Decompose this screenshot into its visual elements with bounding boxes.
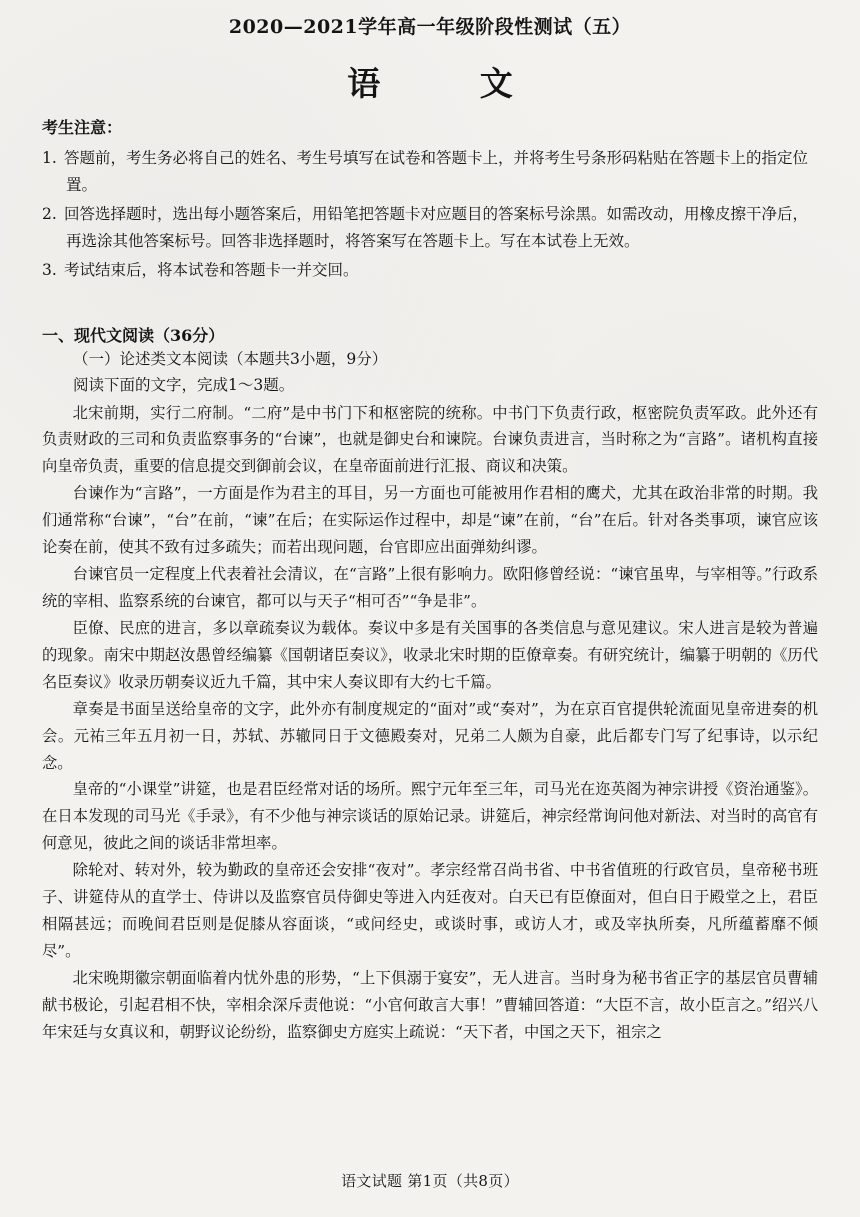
passage-paragraph: 臣僚、民庶的进言，多以章疏奏议为载体。奏议中多是有关国事的各类信息与意见建议。宋人进言是较为普遍的现象。南宋中期赵汝愚曾经编纂《国朝诸臣奏议》，收录北宋时期的臣僚章奏。有研究统计，编纂于明朝的《历代名臣奏议》收录历朝奏议近九千篇，其中宋人奏议即有大约七千篇。 bbox=[42, 618, 818, 691]
subject-title: 语 文 bbox=[347, 63, 557, 103]
passage-paragraph: 台谏官员一定程度上代表着社会清议，在“言路”上很有影响力。欧阳修曾经说：“谏官虽卑，与宰相等。”行政系统的宰相、监察系统的台谏官，都可以与天子“相可否”“争是非”。 bbox=[42, 565, 818, 610]
section-title: 一、现代文阅读（36分） bbox=[42, 326, 225, 346]
notice-number: 2. bbox=[42, 204, 57, 223]
passage-paragraph: 皇帝的“小课堂”讲筵，也是君臣经常对话的场所。熙宁元年至三年，司马光在迩英阁为神宗讲授《资治通鉴》。在日本发现的司马光《手录》，有不少他与神宗谈话的原始记录。讲筵后，神宗经常询问他对新法、对当时的高官有何意见，彼此之间的谈话非常坦率。 bbox=[42, 780, 818, 853]
subsection-title: （一）论述类文本阅读（本题共3小题，9分） bbox=[73, 350, 388, 369]
notice-item bbox=[42, 145, 818, 199]
notice-item bbox=[42, 201, 818, 255]
passage-paragraph: 北宋晚期徽宗朝面临着内忧外患的形势，“上下俱溺于宴安”，无人进言。当时身为秘书省正字的基层官员曹辅献书极论，引起君相不快，宰相余深斥责他说：“小官何敢言大事！”曹辅回答道：“大臣不言，故小臣言之。”绍兴八年宋廷与女真议和，朝野议论纷纷，监察御史方庭实上疏说：“天下者，中国之天下，祖宗之 bbox=[42, 968, 818, 1041]
notice-text: 回答选择题时，选出每小题答案后，用铅笔把答题卡对应题目的答案标号涂黑。如需改动，用橡皮擦干净后，再选涂其他答案标号。回答非选择题时，将答案写在答题卡上。写在本试卷上无效。 bbox=[64, 204, 809, 250]
notice-text: 考试结束后，将本试卷和答题卡一并交回。 bbox=[64, 261, 359, 280]
passage bbox=[42, 400, 818, 1046]
notice-block bbox=[42, 118, 818, 284]
notice-item bbox=[42, 257, 818, 284]
notice-title: 考生注意： bbox=[42, 117, 123, 137]
passage-paragraph: 台谏作为“言路”，一方面是作为君主的耳目，另一方面也可能被用作君相的鹰犬，尤其在政治非常的时期。我们通常称“台谏”，“台”在前，“谏”在后；在实际运作过程中，却是“谏”在前，“台”在后。针对各类事项，谏官应该论奏在前，使其不致有过多疏失；而若出现问题，台官即应出面弹劾纠谬。 bbox=[42, 484, 818, 557]
passage-paragraph: 北宋前期，实行二府制。“二府”是中书门下和枢密院的统称。中书门下负责行政，枢密院负责军政。此外还有负责财政的三司和负责监察事务的“台谏”，也就是御史台和谏院。台谏负责进言，当时称之为“言路”。诸机构直接向皇帝负责，重要的信息提交到御前会议，在皇帝面前进行汇报、商议和决策。 bbox=[42, 403, 818, 476]
bleed-through-text bbox=[34, 40, 544, 67]
notice-number: 3. bbox=[42, 261, 57, 280]
notice-number: 1. bbox=[42, 148, 57, 167]
passage-paragraph: 除轮对、转对外，较为勤政的皇帝还会安排“夜对”。孝宗经常召尚书省、中书省值班的行政官员，皇帝秘书班子、讲筵侍从的直学士、侍讲以及监察官员侍御史等进入内廷夜对。白天已有臣僚面对，但白日于殿堂之上，君臣相隔甚远；而晚间君臣则是促膝从容面谈，“或问经史，或谈时事，或访人才，或及宰执所奏，凡所蕴蓄靡不倾尽”。 bbox=[42, 861, 818, 960]
exam-title: 2020—2021学年高一年级阶段性测试（五） bbox=[228, 16, 632, 38]
page-footer: 语文试题 第1页（共8页） bbox=[341, 1172, 519, 1190]
notice-text: 答题前，考生务必将自己的姓名、考生号填写在试卷和答题卡上，并将考生号条形码粘贴在答题卡上的指定位置。 bbox=[64, 148, 809, 194]
notice-list bbox=[42, 145, 818, 285]
reading-instruction: 阅读下面的文字，完成1～3题。 bbox=[73, 375, 295, 394]
passage-paragraph: 章奏是书面呈送给皇帝的文字，此外亦有制度规定的“面对”或“奏对”，为在京百官提供轮流面见皇帝进奏的机会。元祐三年五月初一日，苏轼、苏辙同日于文德殿奏对，兄弟二人颇为自豪，此后都专门写了纪事诗，以示纪念。 bbox=[42, 699, 818, 772]
